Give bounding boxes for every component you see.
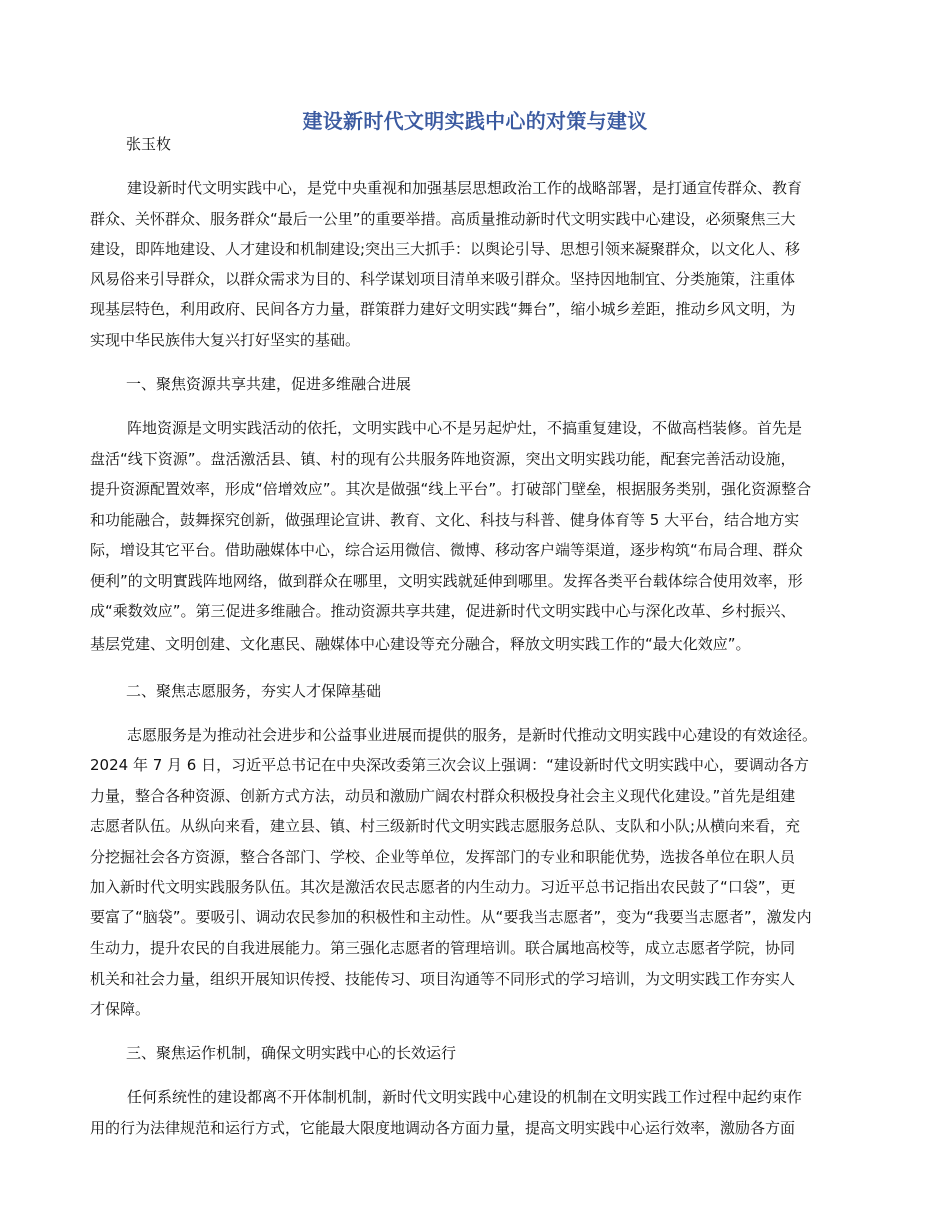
paragraph-line: 机关和社会力量，组织开展知识传授、技能传习、项目沟通等不同形式的学习培训，为文明实践工作夯实人	[90, 970, 796, 988]
paragraph-line: 志愿服务是为推动社会进步和公益事业进展而提供的服务，是新时代推动文明实践中心建设的有效途径。	[127, 726, 818, 744]
paragraph-line: 际，增设其它平台。借助融媒体中心，综合运用微信、微博、移动客户端等渠道，逐步构筑“布局合理、群众	[90, 541, 803, 559]
paragraph-line: 现基层特色，利用政府、民间各方力量，群策群力建好文明实践“舞台”，缩小城乡差距，推动乡风文明，为	[90, 300, 796, 318]
paragraph-line: 基层党建、文明创建、文化惠民、融媒体中心建设等充分融合，释放文明实践工作的“最大化效应”。	[90, 635, 751, 653]
paragraph-line: 和功能融合，鼓舞探究创新，做强理论宣讲、教育、文化、科技与科普、健身体育等 5 大平台，结合地方实	[90, 511, 800, 529]
paragraph-line: 盘活“线下资源”。盘活激活县、镇、村的现有公共服务阵地资源，突出文明实践功能，配套完善活动设施，	[90, 450, 796, 468]
paragraph-line: 建设新时代文明实践中心，是党中央重视和加强基层思想政治工作的战略部署，是打通宣传群众、教育	[127, 179, 803, 197]
paragraph-line: 志愿者队伍。从纵向来看，建立县、镇、村三级新时代文明实践志愿服务总队、支队和小队;从横向来看，充	[90, 817, 801, 835]
paragraph-line: 力量，整合各种资源、创新方式方法，动员和激励广阔农村群众积极投身社会主义现代化建设。”首先是组建	[90, 787, 796, 805]
paragraph-line: 阵地资源是文明实践活动的依托，文明实践中心不是另起炉灶，不搞重复建设，不做高档装修。首先是	[127, 419, 803, 437]
section-heading: 二、聚焦志愿服务，夯实人才保障基础	[126, 682, 382, 700]
document-author: 张玉枚	[126, 135, 172, 153]
paragraph-line: 提升资源配置效率，形成“倍增效应”。其次是做强“线上平台”。打破部门壁垒，根据服务类别，强化资源整合	[90, 480, 812, 498]
paragraph-line: 建设，即阵地建设、人才建设和机制建设;突出三大抓手：以舆论引导、思想引领来凝聚群众，以文化人、移	[90, 240, 801, 258]
paragraph-line: 才保障。	[90, 1000, 151, 1018]
paragraph-line: 群众、关怀群众、服务群众“最后一公里”的重要举措。高质量推动新时代文明实践中心建设，必须聚焦三大	[90, 210, 796, 228]
section-heading: 一、聚焦资源共享共建，促进多维融合进展	[126, 375, 412, 393]
document-title: 建设新时代文明实践中心的对策与建议	[302, 109, 648, 133]
paragraph-line: 风易俗来引导群众，以群众需求为目的、科学谋划项目清单来吸引群众。坚持因地制宜、分类施策，注重体	[90, 270, 796, 288]
paragraph-line: 分挖掘社会各方资源，整合各部门、学校、企业等单位，发挥部门的专业和职能优势，选拔各单位在职人员	[90, 848, 796, 866]
section-heading: 三、聚焦运作机制，确保文明实践中心的长效运行	[126, 1044, 457, 1062]
paragraph-line: 实现中华民族伟大复兴打好坚实的基础。	[90, 331, 361, 349]
paragraph-line: 2024 年 7 月 6 日，习近平总书记在中央深改委第三次会议上强调：“建设新时代文明实践中心，要调动各方	[90, 756, 809, 774]
paragraph-line: 便利”的文明實践阵地网络，做到群众在哪里，文明实践就延伸到哪里。发挥各类平台载体综合使用效率，形	[90, 572, 803, 590]
paragraph-line: 成“乘数效应”。第三促进多维融合。推动资源共享共建，促进新时代文明实践中心与深化改革、乡村振兴、	[90, 602, 796, 620]
paragraph-line: 要富了“脑袋”。要吸引、调动农民参加的积极性和主动性。从“要我当志愿者”，变为“我要当志愿者”，激发内	[90, 908, 812, 926]
paragraph-line: 加入新时代文明实践服务队伍。其次是激活农民志愿者的内生动力。习近平总书记指出农民鼓了“口袋”，更	[90, 878, 796, 896]
paragraph-line: 任何系统性的建设都离不开体制机制，新时代文明实践中心建设的机制在文明实践工作过程中起约束作	[127, 1088, 803, 1106]
paragraph-line: 用的行为法律规范和运行方式，它能最大限度地调动各方面力量，提高文明实践中心运行效率，激励各方面	[90, 1119, 796, 1137]
paragraph-line: 生动力，提升农民的自我进展能力。第三强化志愿者的管理培训。联合属地高校等，成立志愿者学院，协同	[90, 939, 796, 957]
